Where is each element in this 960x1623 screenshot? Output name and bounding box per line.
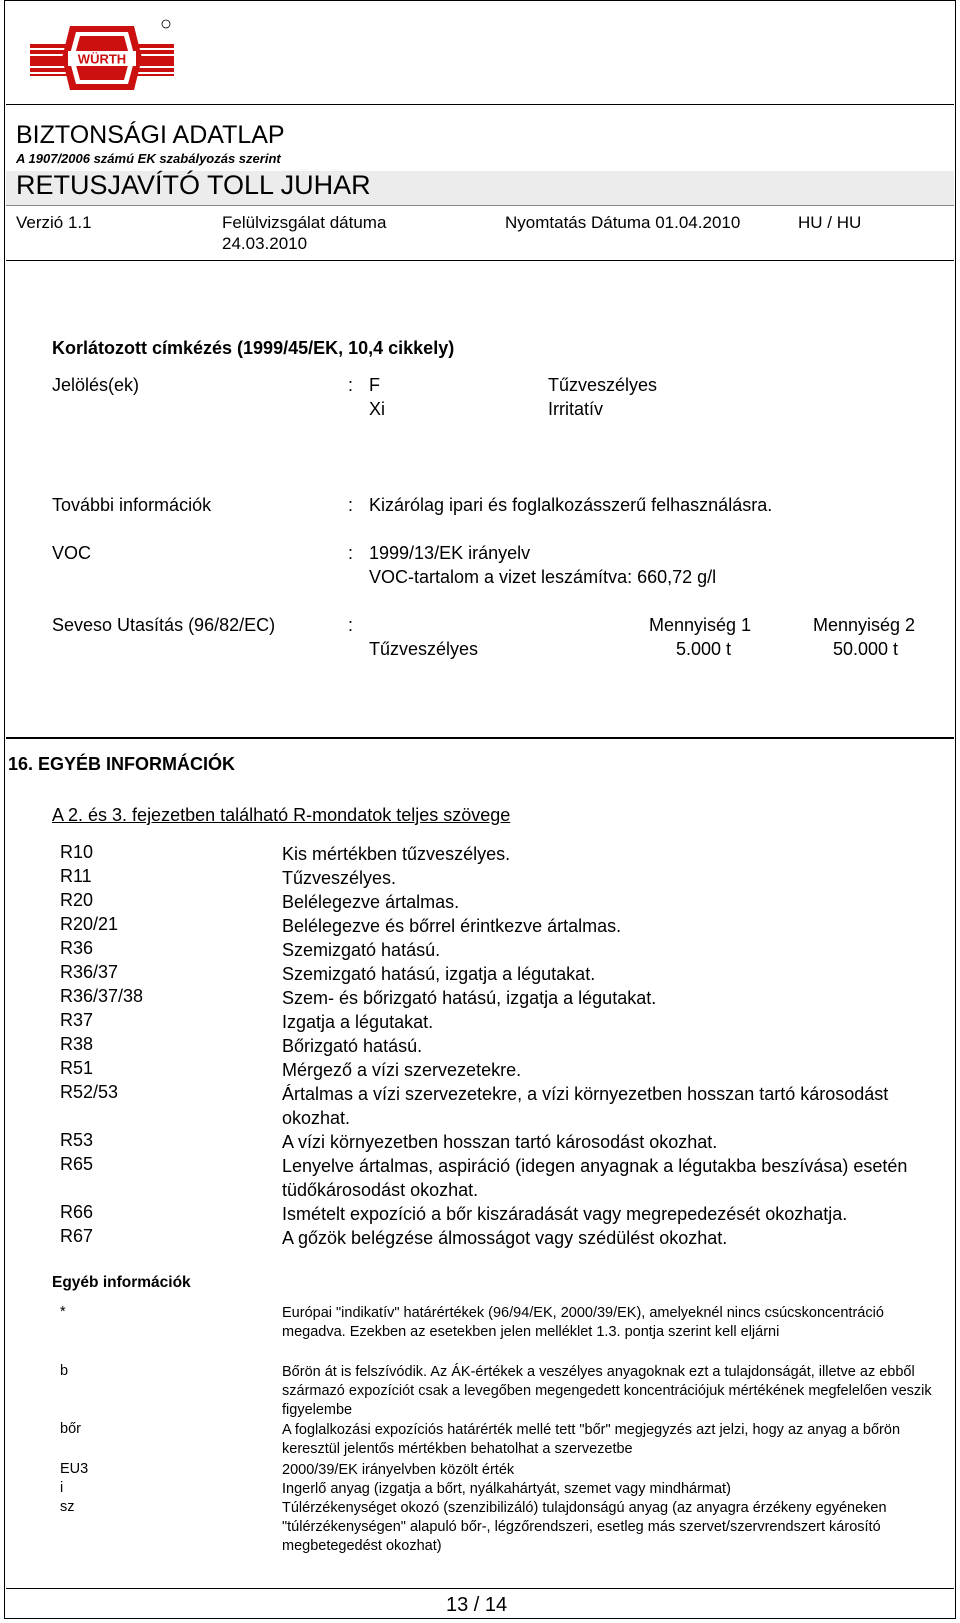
doc-title: BIZTONSÁGI ADATLAP	[16, 121, 285, 149]
r-phrase-text: Szemizgató hatású.	[282, 940, 441, 960]
other-info-text: Túlérzékenységet okozó (szenzibilizáló) tulajdonságú anyag (az anyagra érzékeny egyéneken "túlérzékenységen" alapuló bőr-, légzőrendszeri, esetleg más szervet/szervrendszert károsító megbetegedést okozhat)	[282, 1500, 887, 1554]
r-phrase-text: Belélegezve ártalmas.	[282, 892, 460, 912]
r-phrase-text: Szem- és bőrizgató hatású, izgatja a légutakat.	[282, 988, 657, 1008]
r-phrase-code: R51	[60, 1058, 94, 1078]
labelling-label: Jelölés(ek)	[52, 375, 140, 395]
r-phrase-text: Tűzveszélyes.	[282, 868, 397, 888]
revision-label: Felülvizsgálat dátuma	[222, 213, 387, 232]
other-info-code: EU3	[60, 1461, 89, 1477]
other-info-code: *	[60, 1304, 66, 1320]
further-info-colon: :	[348, 495, 354, 515]
print-date: Nyomtatás Dátuma 01.04.2010	[505, 213, 741, 232]
regulation-note: A 1907/2006 számú EK szabályozás szerint	[16, 151, 281, 166]
symbol-code: F	[369, 375, 380, 395]
r-phrase-code: R20/21	[60, 914, 119, 934]
other-info-text: Ingerlő anyag (izgatja a bőrt, nyálkahártyát, szemet vagy mindhármat)	[282, 1481, 731, 1497]
r-phrase-text: Izgatja a légutakat.	[282, 1012, 434, 1032]
wurth-logo	[30, 18, 174, 96]
r-phrase-text: A vízi környezetben hosszan tartó károsodást okozhat.	[282, 1132, 718, 1152]
r-phrase-code: R36/37	[60, 962, 119, 982]
seveso-label: Seveso Utasítás (96/82/EC)	[52, 615, 276, 635]
voc-directive: 1999/13/EK irányelv	[369, 543, 531, 563]
r-phrases-heading: A 2. és 3. fejezetben található R-mondatok teljes szövege	[52, 805, 511, 825]
seveso-qty1: 5.000 t	[676, 639, 732, 659]
r-phrase-text: A gőzök belégzése álmosságot vagy szédülést okozhat.	[282, 1228, 728, 1248]
other-info-code: sz	[60, 1499, 75, 1515]
seveso-qty2-header: Mennyiség 2	[813, 615, 916, 635]
r-phrase-text: Ismételt expozíció a bőr kiszáradását vagy megrepedezését okozhatja.	[282, 1204, 848, 1224]
footer-rule	[6, 1588, 954, 1589]
other-info-code: i	[60, 1480, 64, 1496]
product-rule	[6, 205, 954, 206]
further-info-label: További információk	[52, 495, 212, 515]
r-phrase-code: R53	[60, 1130, 94, 1150]
r-phrase-text: Szemizgató hatású, izgatja a légutakat.	[282, 964, 596, 984]
other-info-text: 2000/39/EK irányelvben közölt érték	[282, 1462, 515, 1478]
r-phrase-code: R65	[60, 1154, 94, 1174]
voc-label: VOC	[52, 543, 92, 563]
seveso-qty2: 50.000 t	[833, 639, 899, 659]
symbol-text: Tűzveszélyes	[548, 375, 658, 395]
seveso-qty1-header: Mennyiség 1	[649, 615, 752, 635]
labelling-colon: :	[348, 375, 354, 395]
other-info-text: Bőrön át is felszívódik. Az ÁK-értékek a veszélyes anyagoknak ezt a tulajdonságát, illetve az ebből származó expozíciót csak a levegőben megengedett koncentrációjuk mértékének megfelelően veszik figyelembe	[282, 1364, 932, 1418]
product-name: RETUSJAVÍTÓ TOLL JUHAR	[16, 170, 371, 200]
symbol-code: Xi	[369, 399, 386, 419]
section-rule	[6, 737, 954, 739]
symbol-text: Irritatív	[548, 399, 604, 419]
other-info-code: b	[60, 1363, 69, 1379]
r-phrase-code: R52/53	[60, 1082, 119, 1102]
other-info-heading: Egyéb információk	[52, 1274, 191, 1291]
r-phrase-code: R36	[60, 938, 94, 958]
r-phrase-code: R37	[60, 1010, 94, 1030]
r-phrase-code: R67	[60, 1226, 94, 1246]
r-phrase-text: Kis mértékben tűzveszélyes.	[282, 844, 511, 864]
version: Verzió 1.1	[16, 213, 92, 232]
r-phrase-code: R11	[60, 866, 92, 886]
seveso-colon: :	[348, 615, 354, 635]
logo-text: WÜRTH	[77, 51, 127, 67]
r-phrase-code: R66	[60, 1202, 94, 1222]
r-phrase-code: R38	[60, 1034, 94, 1054]
r-phrase-text: Lenyelve ártalmas, aspiráció (idegen anyagnak a légutakba beszívása) esetén tüdőkárosodást okozhat.	[282, 1156, 908, 1200]
voc-content: VOC-tartalom a vizet leszámítva: 660,72 g/l	[369, 567, 717, 587]
page-number: 13 / 14	[446, 1594, 508, 1616]
language: HU / HU	[798, 213, 862, 232]
r-phrase-code: R36/37/38	[60, 986, 144, 1006]
seveso-category: Tűzveszélyes	[369, 639, 479, 659]
section16-heading: 16. EGYÉB INFORMÁCIÓK	[8, 754, 236, 774]
other-info-code: bőr	[60, 1421, 81, 1437]
header-rule	[6, 104, 954, 105]
further-info-value: Kizárólag ipari és foglalkozásszerű felhasználásra.	[369, 495, 773, 515]
r-phrase-text: Ártalmas a vízi szervezetekre, a vízi környezetben hosszan tartó károsodást okozhat.	[282, 1084, 889, 1128]
r-phrase-text: Belélegezve és bőrrel érintkezve ártalmas.	[282, 916, 622, 936]
r-phrase-text: Mérgező a vízi szervezetekre.	[282, 1060, 522, 1080]
header-bottom-rule	[6, 260, 954, 261]
labelling-heading: Korlátozott címkézés (1999/45/EK, 10,4 cikkely)	[52, 338, 455, 358]
other-info-text: A foglalkozási expozíciós határérték mellé tett "bőr" megjegyzés azt jelzi, hogy az anyag a bőrön keresztül jelentős mértékben behatolhat a szervezetbe	[282, 1422, 901, 1457]
revision-date: 24.03.2010	[222, 234, 308, 253]
voc-colon: :	[348, 543, 354, 563]
other-info-text: Európai "indikatív" határértékek (96/94/EK, 2000/39/EK), amelyeknél nincs csúcskoncentráció megadva. Ezekben az esetekben jelen melléklet 1.3. pontja szerint kell eljárni	[282, 1305, 884, 1340]
r-phrase-code: R20	[60, 890, 94, 910]
r-phrase-code: R10	[60, 842, 94, 862]
r-phrase-text: Bőrizgató hatású.	[282, 1036, 423, 1056]
